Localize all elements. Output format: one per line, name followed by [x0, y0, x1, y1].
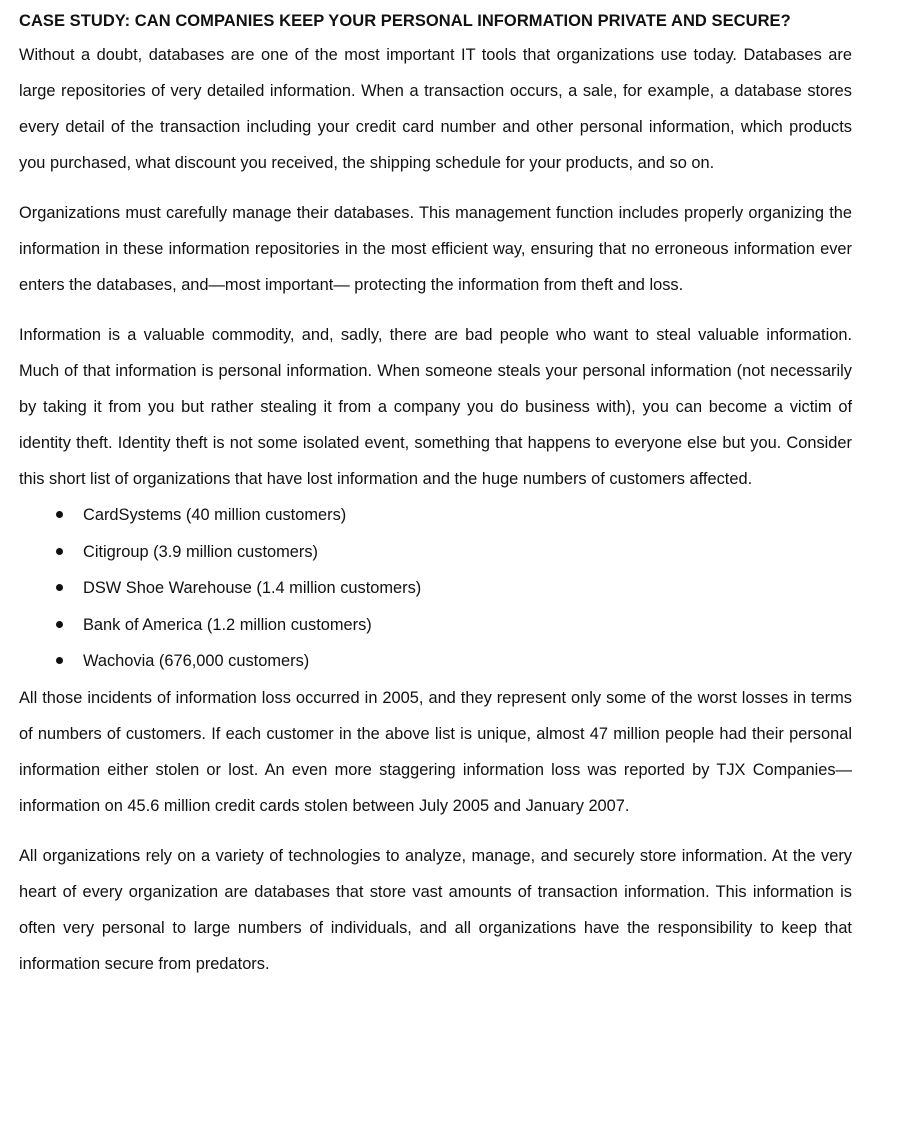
list-item-text: CardSystems (40 million customers): [83, 506, 347, 524]
paragraph-database-management: Organizations must carefully manage their databases. This management function includes properly organizing the information in these information repositories in the most efficient way, ensuring that no erroneous information ever enters the databases, and—most important— protecting the information from theft and loss.: [19, 204, 852, 294]
list-item: [19, 497, 852, 534]
list-item-text: Wachovia (676,000 customers): [83, 652, 310, 670]
list-item: [19, 570, 852, 607]
bullet-icon: [56, 657, 63, 664]
paragraph-losses-2005: All those incidents of information loss occurred in 2005, and they represent only some of the worst losses in terms of numbers of customers. If each customer in the above list is unique, almost 47 million people had their personal information either stolen or lost. An even more staggering information loss was reported by TJX Companies—information on 45.6 million credit cards stolen between July 2005 and January 2007.: [19, 688, 852, 815]
list-item-text: DSW Shoe Warehouse (1.4 million customers): [83, 579, 422, 597]
bullet-icon: [56, 584, 63, 591]
list-item: [19, 643, 852, 680]
bullet-icon: [56, 621, 63, 628]
list-item-text: Bank of America (1.2 million customers): [83, 615, 372, 634]
bullet-icon: [56, 548, 63, 555]
breach-list: [19, 497, 852, 680]
list-item: [19, 607, 852, 644]
bullet-icon: [56, 511, 63, 518]
list-item: [19, 534, 852, 571]
list-item-text: Citigroup (3.9 million customers): [83, 542, 319, 561]
page-title: CASE STUDY: CAN COMPANIES KEEP YOUR PERSONAL INFORMATION PRIVATE AND SECURE?: [19, 12, 791, 30]
paragraph-databases-intro: Without a doubt, databases are one of the most important IT tools that organizations use today. Databases are large repositories of very detailed information. When a transaction occurs, a sale, for example, a database stores every detail of the transaction including your credit card number and other personal information, which products you purchased, what discount you received, the shipping schedule for your products, and so on.: [19, 46, 852, 172]
paragraph-identity-theft: Information is a valuable commodity, and, sadly, there are bad people who want to steal valuable information. Much of that information is personal information. When someone steals your personal information (not necessarily by taking it from you but rather stealing it from a company you do business with), you can become a victim of identity theft. Identity theft is not some isolated event, something that happens to everyone else but you. Consider this short list of organizations that have lost information and the huge numbers of customers affected.: [19, 326, 852, 488]
paragraph-conclusion: All organizations rely on a variety of technologies to analyze, manage, and securely store information. At the very heart of every organization are databases that store vast amounts of transaction information. This information is often very personal to large numbers of individuals, and all organizations have the responsibility to keep that information secure from predators.: [19, 846, 852, 973]
